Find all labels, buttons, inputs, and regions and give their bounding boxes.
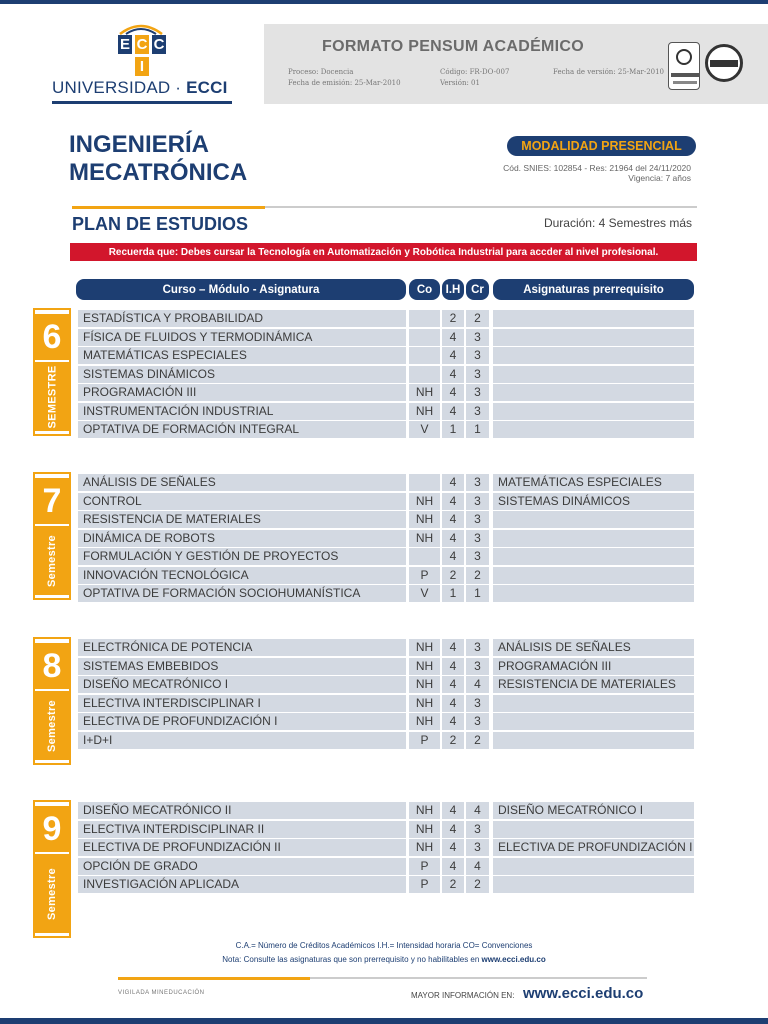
course-ih: 4	[442, 639, 464, 656]
course-cr: 2	[466, 732, 489, 749]
course-name: INNOVACIÓN TECNOLÓGICA	[78, 567, 406, 584]
course-row	[0, 676, 768, 693]
course-cr: 3	[466, 530, 489, 547]
form-header	[264, 24, 768, 104]
course-row	[0, 839, 768, 856]
meta-fecha-emision: Fecha de emisión: 25-Mar-2010	[288, 79, 401, 87]
footer-note-link[interactable]: www.ecci.edu.co	[481, 955, 546, 964]
vigencia: Vigencia: 7 años	[628, 173, 691, 183]
course-row	[0, 658, 768, 675]
course-cr: 4	[466, 676, 489, 693]
course-row	[0, 858, 768, 875]
course-ih: 2	[442, 310, 464, 327]
website-link[interactable]: www.ecci.edu.co	[523, 985, 644, 1002]
course-ih: 4	[442, 802, 464, 819]
meta-fecha-version: Fecha de versión: 25-Mar-2010	[553, 68, 665, 76]
semester-number: 6	[35, 314, 69, 360]
course-row	[0, 347, 768, 364]
course-row	[0, 310, 768, 327]
course-name: ESTADÍSTICA Y PROBABILIDAD	[78, 310, 406, 327]
course-ih: 4	[442, 658, 464, 675]
divider-grey	[265, 206, 697, 208]
meta-codigo: Código: FR-DO-007	[440, 68, 510, 76]
course-prereq	[493, 713, 694, 730]
course-co: P	[409, 567, 440, 584]
course-name: CONTROL	[78, 493, 406, 510]
course-prereq	[493, 876, 694, 893]
course-name: OPCIÓN DE GRADO	[78, 858, 406, 875]
course-ih: 4	[442, 384, 464, 401]
semester-label-text: SEMESTRE	[46, 365, 59, 428]
course-co: NH	[409, 713, 440, 730]
course-name: OPTATIVA DE FORMACIÓN SOCIOHUMANÍSTICA	[78, 585, 406, 602]
course-row	[0, 695, 768, 712]
course-name: OPTATIVA DE FORMACIÓN INTEGRAL	[78, 421, 406, 438]
semester-label-text: Semestre	[46, 867, 58, 920]
course-row	[0, 530, 768, 547]
course-prereq: ANÁLISIS DE SEÑALES	[493, 639, 694, 656]
course-co: NH	[409, 839, 440, 856]
course-cr: 3	[466, 474, 489, 491]
course-cr: 3	[466, 384, 489, 401]
course-name: DISEÑO MECATRÓNICO II	[78, 802, 406, 819]
course-co: NH	[409, 511, 440, 528]
footer-divider-orange	[118, 977, 310, 980]
course-co: P	[409, 732, 440, 749]
course-name: SISTEMAS DINÁMICOS	[78, 366, 406, 383]
course-co: NH	[409, 658, 440, 675]
course-co	[409, 329, 440, 346]
footer-note	[0, 955, 768, 964]
semester-number: 8	[35, 643, 69, 689]
course-cr: 3	[466, 658, 489, 675]
program-title-line2: MECATRÓNICA	[69, 159, 248, 186]
course-prereq	[493, 585, 694, 602]
course-name: ELECTRÓNICA DE POTENCIA	[78, 639, 406, 656]
duration: Duración: 4 Semestres más	[543, 216, 692, 230]
course-row	[0, 639, 768, 656]
header-cr: Cr	[466, 279, 489, 300]
semester-number: 9	[35, 806, 69, 852]
course-name: INVESTIGACIÓN APLICADA	[78, 876, 406, 893]
course-co: NH	[409, 802, 440, 819]
course-name: MATEMÁTICAS ESPECIALES	[78, 347, 406, 364]
course-cr: 3	[466, 403, 489, 420]
modality-badge: MODALIDAD PRESENCIAL	[507, 136, 696, 156]
course-prereq: ELECTIVA DE PROFUNDIZACIÓN I	[493, 839, 694, 856]
course-ih: 4	[442, 548, 464, 565]
course-name: PROGRAMACIÓN III	[78, 384, 406, 401]
course-prereq	[493, 821, 694, 838]
course-ih: 4	[442, 858, 464, 875]
course-prereq	[493, 347, 694, 364]
meta-right	[553, 67, 664, 78]
course-ih: 1	[442, 421, 464, 438]
course-ih: 4	[442, 474, 464, 491]
course-name: SISTEMAS EMBEBIDOS	[78, 658, 406, 675]
course-co: NH	[409, 493, 440, 510]
course-name: ELECTIVA INTERDISCIPLINAR I	[78, 695, 406, 712]
icontec-seal-icon	[668, 42, 700, 90]
course-prereq	[493, 530, 694, 547]
course-co	[409, 474, 440, 491]
course-row	[0, 802, 768, 819]
course-cr: 3	[466, 821, 489, 838]
course-row	[0, 821, 768, 838]
semester-label-text: Semestre	[46, 534, 58, 587]
logo-tile: I	[135, 57, 149, 76]
course-prereq	[493, 732, 694, 749]
course-cr: 2	[466, 310, 489, 327]
course-co	[409, 310, 440, 327]
course-prereq	[493, 511, 694, 528]
course-name: I+D+I	[78, 732, 406, 749]
university-name-bold: ECCI	[186, 78, 228, 97]
course-co: NH	[409, 695, 440, 712]
more-info-label: MAYOR INFORMACIÓN EN:	[411, 991, 515, 1000]
course-ih: 2	[442, 567, 464, 584]
course-ih: 2	[442, 876, 464, 893]
course-co	[409, 548, 440, 565]
logo-underline	[52, 101, 232, 104]
course-ih: 4	[442, 676, 464, 693]
snies-code: Cód. SNIES: 102854 - Res: 21964 del 24/11/2020	[503, 163, 691, 173]
course-ih: 4	[442, 821, 464, 838]
course-ih: 4	[442, 347, 464, 364]
course-prereq	[493, 384, 694, 401]
course-cr: 2	[466, 567, 489, 584]
course-name: ELECTIVA DE PROFUNDIZACIÓN II	[78, 839, 406, 856]
meta-proceso: Proceso: Docencia	[288, 68, 354, 76]
meta-left	[288, 67, 401, 89]
meta-middle	[440, 67, 509, 89]
course-prereq: DISEÑO MECATRÓNICO I	[493, 802, 694, 819]
course-row	[0, 366, 768, 383]
course-row	[0, 421, 768, 438]
course-name: DINÁMICA DE ROBOTS	[78, 530, 406, 547]
course-cr: 3	[466, 639, 489, 656]
course-row	[0, 403, 768, 420]
course-prereq	[493, 310, 694, 327]
course-cr: 2	[466, 876, 489, 893]
course-ih: 2	[442, 732, 464, 749]
book-icon	[116, 22, 166, 36]
vigilada-label: VIGILADA MINEDUCACIÓN	[118, 990, 205, 996]
course-ih: 4	[442, 839, 464, 856]
course-co	[409, 347, 440, 364]
logo-tile: C	[136, 36, 148, 53]
header-co: Co	[409, 279, 440, 300]
notice-banner: Recuerda que: Debes cursar la Tecnología en Automatización y Robótica Industrial para accder al nivel profesional.	[70, 243, 697, 261]
course-co: P	[409, 858, 440, 875]
course-cr: 3	[466, 839, 489, 856]
logo-tile: E	[119, 36, 130, 53]
course-cr: 4	[466, 858, 489, 875]
form-title: FORMATO PENSUM ACADÉMICO	[322, 38, 585, 55]
header-ih: I.H	[442, 279, 464, 300]
footer-divider-grey	[310, 977, 647, 979]
course-name: FÍSICA DE FLUIDOS Y TERMODINÁMICA	[78, 329, 406, 346]
course-co: NH	[409, 530, 440, 547]
university-name-prefix: UNIVERSIDAD ·	[52, 78, 182, 97]
course-cr: 3	[466, 695, 489, 712]
course-co: NH	[409, 639, 440, 656]
course-row	[0, 384, 768, 401]
course-row	[0, 713, 768, 730]
course-row	[0, 474, 768, 491]
course-name: RESISTENCIA DE MATERIALES	[78, 511, 406, 528]
header-prereq: Asignaturas prerrequisito	[493, 279, 694, 300]
course-prereq	[493, 567, 694, 584]
legend: C.A.= Número de Créditos Académicos I.H.= Intensidad horaria CO= Convenciones	[235, 941, 533, 950]
course-co: V	[409, 585, 440, 602]
course-row	[0, 511, 768, 528]
course-ih: 4	[442, 511, 464, 528]
course-cr: 3	[466, 713, 489, 730]
course-cr: 3	[466, 548, 489, 565]
course-row	[0, 732, 768, 749]
course-ih: 4	[442, 329, 464, 346]
meta-version: Versión: 01	[440, 79, 480, 87]
course-name: INSTRUMENTACIÓN INDUSTRIAL	[78, 403, 406, 420]
plan-title: PLAN DE ESTUDIOS	[72, 214, 249, 234]
course-row	[0, 329, 768, 346]
course-name: DISEÑO MECATRÓNICO I	[78, 676, 406, 693]
iqnet-seal-icon	[705, 44, 743, 82]
course-prereq	[493, 329, 694, 346]
course-co: P	[409, 876, 440, 893]
bottom-bar	[0, 1018, 768, 1024]
top-bar	[0, 0, 768, 4]
program-title	[69, 131, 247, 187]
university-name	[52, 78, 232, 98]
divider-orange	[72, 206, 265, 209]
course-prereq: SISTEMAS DINÁMICOS	[493, 493, 694, 510]
logo-tiles	[118, 35, 166, 79]
course-ih: 4	[442, 366, 464, 383]
course-cr: 1	[466, 585, 489, 602]
header-course: Curso – Módulo - Asignatura	[76, 279, 406, 300]
course-cr: 3	[466, 493, 489, 510]
course-name: FORMULACIÓN Y GESTIÓN DE PROYECTOS	[78, 548, 406, 565]
course-row	[0, 876, 768, 893]
footer-note-text: Nota: Consulte las asignaturas que son prerrequisito y no habilitables en	[222, 955, 480, 964]
course-name: ELECTIVA DE PROFUNDIZACIÓN I	[78, 713, 406, 730]
course-row	[0, 493, 768, 510]
course-co: NH	[409, 821, 440, 838]
course-cr: 3	[466, 366, 489, 383]
course-prereq	[493, 403, 694, 420]
course-cr: 1	[466, 421, 489, 438]
course-co: NH	[409, 384, 440, 401]
course-prereq	[493, 548, 694, 565]
course-prereq	[493, 366, 694, 383]
course-prereq: PROGRAMACIÓN III	[493, 658, 694, 675]
course-co: NH	[409, 403, 440, 420]
course-row	[0, 567, 768, 584]
course-prereq	[493, 695, 694, 712]
course-name: ELECTIVA INTERDISCIPLINAR II	[78, 821, 406, 838]
course-cr: 3	[466, 347, 489, 364]
university-logo	[52, 22, 232, 106]
course-name: ANÁLISIS DE SEÑALES	[78, 474, 406, 491]
course-ih: 1	[442, 585, 464, 602]
course-co	[409, 366, 440, 383]
course-prereq: RESISTENCIA DE MATERIALES	[493, 676, 694, 693]
course-prereq: MATEMÁTICAS ESPECIALES	[493, 474, 694, 491]
course-ih: 4	[442, 493, 464, 510]
course-ih: 4	[442, 403, 464, 420]
course-ih: 4	[442, 713, 464, 730]
program-title-line1: INGENIERÍA	[69, 131, 210, 158]
course-row	[0, 548, 768, 565]
course-prereq	[493, 858, 694, 875]
semester-label-text: Semestre	[46, 699, 58, 752]
snies-info	[503, 163, 691, 183]
course-co: NH	[409, 676, 440, 693]
course-cr: 3	[466, 329, 489, 346]
course-row	[0, 585, 768, 602]
course-ih: 4	[442, 530, 464, 547]
course-prereq	[493, 421, 694, 438]
course-co: V	[409, 421, 440, 438]
course-cr: 3	[466, 511, 489, 528]
semester-number: 7	[35, 478, 69, 524]
course-ih: 4	[442, 695, 464, 712]
logo-tile: C	[153, 36, 165, 53]
course-cr: 4	[466, 802, 489, 819]
